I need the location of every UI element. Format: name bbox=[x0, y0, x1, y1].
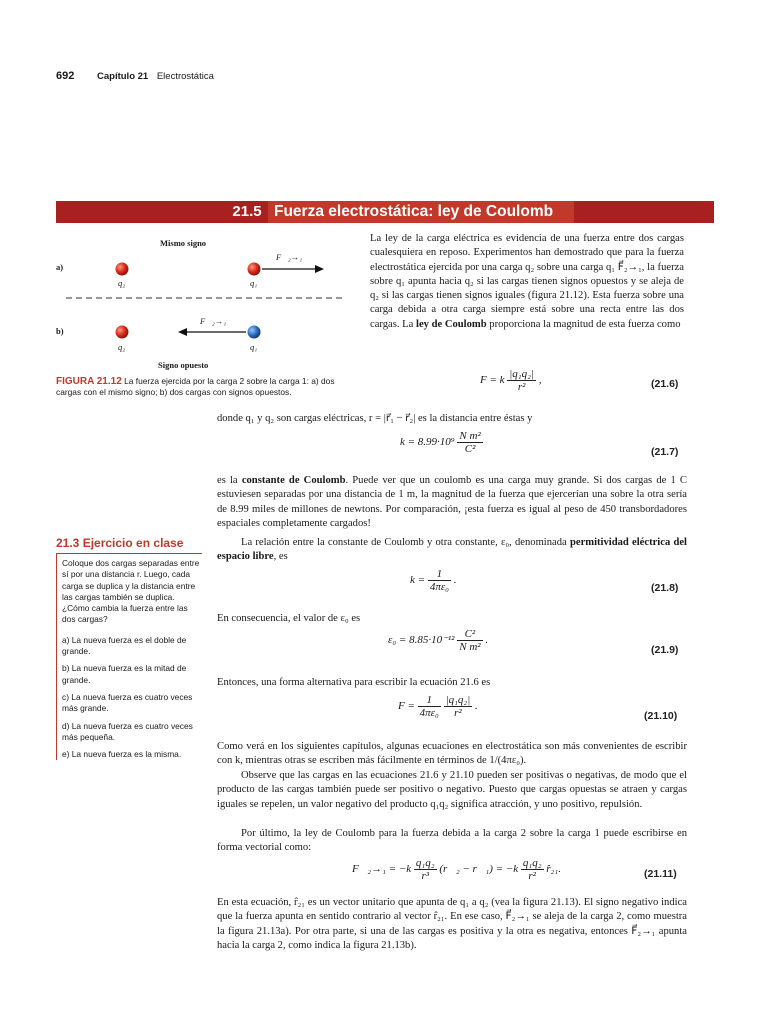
eq8-lhs: k = bbox=[410, 574, 426, 587]
eq-number-21-9: (21.9) bbox=[651, 644, 679, 656]
paragraph-coulomb-constant bbox=[217, 474, 687, 531]
eq-number-21-11: (21.11) bbox=[644, 868, 677, 880]
p4-bold-term: permitividad eléctrica del espacio libre bbox=[217, 537, 687, 563]
charge-q2-a bbox=[116, 263, 129, 276]
eq10-lhs: F = bbox=[398, 700, 415, 713]
paragraph-permittivity bbox=[217, 536, 687, 565]
force-arrowhead-b bbox=[178, 328, 187, 336]
section-title: Fuerza electrostática: ley de Coulomb bbox=[268, 201, 574, 223]
eq8-num: 1 bbox=[428, 568, 451, 581]
label-q1-b: q₁ bbox=[250, 342, 258, 352]
eq6-num: |q₁q₂| bbox=[509, 368, 534, 380]
p4-text: La relación entre la constante de Coulomb y otra constante, ε₀, denominada bbox=[241, 537, 567, 548]
eq6-tail: , bbox=[538, 374, 542, 387]
intro-bold-term: ley de Coulomb bbox=[416, 318, 487, 330]
paragraph-unit-vector: En esta ecuación, r̂₂₁ es un vector unitario que apunta de q₁ a q₂ (vea la figura 21.13). El signo negativo indica que la fuerza apunta en sentido contrario al vector r̂₂₁. En ese caso, F⃗₂→₁ se aleja de la carga 2, como muestra la figura 21.13a). Por otra parte, si una de las cargas es positiva y la otra es negativa, entonces F⃗₂→₁ apunta hacia la carga 2, como indica la figura 21.13b). bbox=[217, 897, 687, 951]
exercise-body bbox=[56, 553, 202, 760]
p3-start: es la bbox=[217, 475, 238, 486]
option-b[interactable]: b) La nueva fuerza es la mitad de grande. bbox=[62, 663, 187, 685]
figure-caption bbox=[56, 376, 352, 398]
eq8-tail: . bbox=[453, 574, 457, 587]
exercise-question: Coloque dos cargas separadas entre sí por una distancia r. Luego, cada carga se duplica y la distancia entre las cargas también se duplica. ¿Cómo cambia la fuerza entre las dos cargas? bbox=[62, 558, 200, 625]
eq10-den2: r² bbox=[454, 707, 462, 719]
equation-21-6 bbox=[480, 368, 541, 393]
equation-21-10 bbox=[398, 694, 478, 719]
section-number: 21.5 bbox=[226, 201, 268, 223]
equation-21-11 bbox=[352, 857, 561, 882]
paragraph-sign: Observe que las cargas en las ecuaciones 21.6 y 21.10 pueden ser positivas o negativas, de modo que el producto de las cargas también puede ser positivo o negativo. Puesto que cargas opuestas se atraen y cargas iguales se repelen, un valor negativo del producto q₁q₂ significa atracción, y uno positivo, repulsión. bbox=[217, 770, 687, 810]
p3-bold-term: constante de Coulomb bbox=[241, 475, 346, 486]
label-same-sign: Mismo signo bbox=[160, 238, 207, 248]
exercise-box bbox=[56, 536, 202, 766]
p4-end: , es bbox=[273, 551, 288, 563]
running-header bbox=[56, 70, 214, 82]
charge-q1-b bbox=[248, 326, 261, 339]
eq10-den: 4πε₀ bbox=[419, 707, 439, 719]
charge-q1-a bbox=[248, 263, 261, 276]
p3-text: . Puede ver que un coulomb es una carga muy grande. Si dos cargas de 1 C estuviesen separadas por una distancia de 1 m, la magnitud de la fuerza que ejercerían una sobre la otra sería de 8.99 miles de millones de newtons. Por comparación, ¡esta fuerza es igual al peso de 450 transbordadores espaciales completamente cargados! bbox=[217, 475, 688, 529]
eq11-mid: (r⃗₂ − r⃗₁) = −k bbox=[439, 863, 519, 876]
option-d[interactable]: d) La nueva fuerza es cuatro veces más pequeña. bbox=[62, 720, 193, 742]
label-a: a) bbox=[56, 262, 64, 272]
intro-text: La ley de la carga eléctrica es evidencia de una fuerza entre dos cargas cualesquiera en reposo. Experimentos han demostrado que para la fuerza electrostática ejercida por una carga q₂ sobre una carga q₁ F⃗₂→₁, la fuerza sobre q₁ apunta hacia q₂ si las cargas tienen signos opuestos y se aleja de q₂ si las cargas tienen signos iguales (figura 21.12). Esta fuerza sobre una carga debida a otra carga siempre está sobre una recta entre las dos cargas. La bbox=[370, 233, 684, 330]
eq11-den: r³ bbox=[421, 870, 430, 882]
label-q2-a: q₂ bbox=[118, 278, 126, 288]
eq7-lhs: k = 8.99·10⁹ bbox=[400, 436, 455, 449]
option-e[interactable]: e) La nueva fuerza es la misma. bbox=[62, 749, 182, 760]
page-number: 692 bbox=[56, 70, 75, 82]
eq9-den: N m² bbox=[459, 641, 481, 653]
eq-number-21-10: (21.10) bbox=[644, 710, 678, 722]
chapter-label: Capítulo 21 bbox=[97, 71, 149, 82]
eq6-lhs: F = k bbox=[480, 374, 505, 387]
equation-21-9 bbox=[388, 628, 488, 653]
eq11-num: q₁q₂ bbox=[415, 857, 435, 869]
eq9-tail: . bbox=[485, 634, 489, 647]
eq10-num: 1 bbox=[418, 694, 441, 707]
exercise-title: 21.3 Ejercicio en clase bbox=[56, 536, 184, 550]
label-opposite-sign: Signo opuesto bbox=[158, 360, 209, 370]
equation-21-8 bbox=[410, 568, 456, 593]
eq11-num2: q₁q₂ bbox=[522, 857, 542, 869]
paragraph-alternative: Entonces, una forma alternativa para escribir la ecuación 21.6 es bbox=[217, 677, 491, 688]
eq7-num: N m² bbox=[459, 430, 481, 442]
eq10-num2: |q₁q₂| bbox=[445, 694, 471, 706]
label-force-b: F⃗₂→₁ bbox=[200, 316, 227, 326]
paragraph-convenience: Como verá en los siguientes capítulos, algunas ecuaciones en electrostática son más convenientes de escribir con k, mientras otras se escriben más fácilmente en términos de 1/(4πε₀). bbox=[217, 741, 687, 767]
eq9-lhs: ε₀ = 8.85·10⁻¹² bbox=[388, 634, 455, 647]
eq-number-21-6: (21.6) bbox=[651, 378, 679, 390]
eq6-den: r² bbox=[517, 381, 526, 393]
force-arrowhead-a bbox=[315, 265, 324, 273]
label-q2-b: q₂ bbox=[118, 342, 126, 352]
eq-number-21-8: (21.8) bbox=[651, 582, 679, 594]
label-b: b) bbox=[56, 326, 64, 336]
option-a[interactable]: a) La nueva fuerza es el doble de grande. bbox=[62, 634, 187, 657]
eq11-den2: r² bbox=[528, 870, 536, 882]
eq11-tail: r̂₂₁. bbox=[546, 863, 561, 876]
charge-q2-b bbox=[116, 326, 129, 339]
eq9-num: C² bbox=[457, 628, 482, 641]
paragraph-intro bbox=[370, 232, 684, 332]
intro-text-end: proporciona la magnitud de esta fuerza como bbox=[489, 318, 681, 330]
eq7-den: C² bbox=[464, 443, 476, 455]
label-q1-a: q₁ bbox=[250, 278, 258, 288]
eq10-tail: . bbox=[475, 700, 478, 713]
paragraph-distance: donde q₁ y q₂ son cargas eléctricas, r = |r⃗₁ − r⃗₂| es la distancia entre éstas y bbox=[217, 413, 533, 424]
eq-number-21-7: (21.7) bbox=[651, 446, 679, 458]
eq8-den: 4πε₀ bbox=[429, 581, 449, 593]
chapter-title: Electrostática bbox=[156, 71, 214, 82]
figure-21-12 bbox=[56, 232, 356, 372]
caption-text: La fuerza ejercida por la carga 2 sobre la carga 1: a) dos cargas con el mismo signo; b) dos cargas con signos opuestos. bbox=[56, 376, 335, 397]
exercise-options bbox=[62, 635, 202, 761]
paragraph-epsilon-value: En consecuencia, el valor de ε₀ es bbox=[217, 613, 361, 624]
equation-21-7 bbox=[400, 430, 483, 455]
caption-label: FIGURA 21.12 bbox=[56, 376, 122, 387]
option-c[interactable]: c) La nueva fuerza es cuatro veces más grande. bbox=[62, 691, 193, 714]
eq11-lhs: F⃗₂→₁ = −k bbox=[352, 863, 412, 876]
paragraph-vector-form: Por último, la ley de Coulomb para la fuerza debida a la carga 2 sobre la carga 1 puede escribirse en forma vectorial como: bbox=[217, 828, 687, 854]
label-force-a: F⃗₂→₁ bbox=[276, 252, 303, 262]
